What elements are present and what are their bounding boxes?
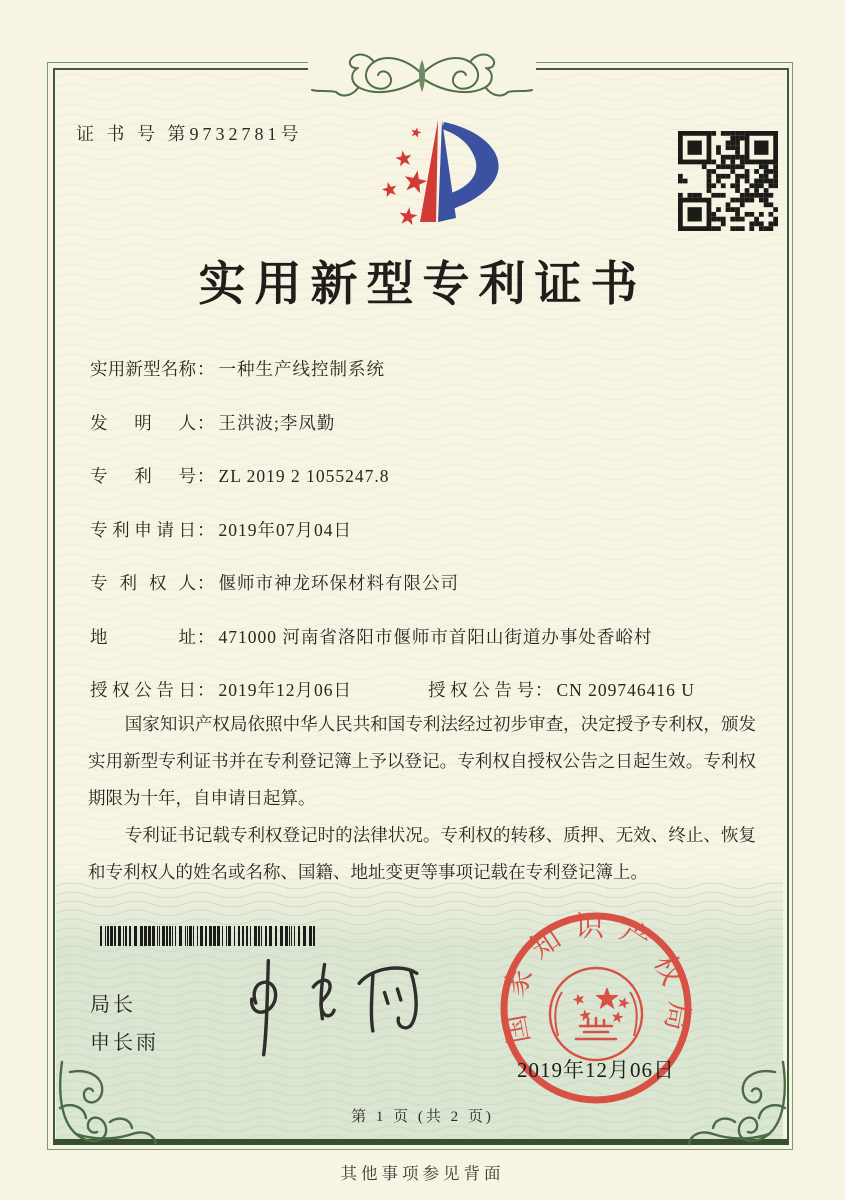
field-value: ZL 2019 2 1055247.8 <box>218 466 390 486</box>
field-row <box>90 356 755 381</box>
field-colon: ： <box>535 680 553 700</box>
field-value: 2019年12月06日 <box>218 680 352 700</box>
body-paragraph: 国家知识产权局依照中华人民共和国专利法经过初步审查，决定授予专利权，颁发实用新型专利证书并在专利登记簿上予以登记。专利权自授权公告之日起生效。专利权期限为十年，自申请日起算。 <box>88 714 756 808</box>
field-value: 471000 河南省洛阳市偃师市首阳山街道办事处香峪村 <box>218 627 653 647</box>
signature-name: 申长雨 <box>90 1032 159 1054</box>
field-label: 授权公告日 <box>90 680 196 700</box>
certificate-number: 证 书 号 第9732781号 <box>76 124 303 144</box>
field-colon: ： <box>197 573 215 593</box>
field-colon: ： <box>197 413 215 433</box>
field-row <box>90 410 755 435</box>
signature-script-icon <box>220 944 464 1070</box>
field-row <box>90 677 755 702</box>
field-row <box>90 570 755 595</box>
field-label: 授权公告号 <box>428 680 534 700</box>
field-value: CN 209746416 U <box>556 680 695 700</box>
field-colon: ： <box>197 627 215 647</box>
signature-title: 局长 <box>90 994 136 1016</box>
field-row <box>90 624 755 649</box>
field-colon: ： <box>197 466 215 486</box>
page-title: 实用新型专利证书 <box>198 259 647 311</box>
field-colon: ： <box>197 520 215 540</box>
field-label: 专利申请日 <box>90 520 196 540</box>
field-value: 2019年07月04日 <box>218 520 352 540</box>
field-value: 王洪波;李凤勤 <box>218 413 336 433</box>
body-paragraph: 专利证书记载专利权登记时的法律状况。专利权的转移、质押、无效、终止、恢复和专利权人的姓名或名称、国籍、地址变更等事项记载在专利登记簿上。 <box>88 825 756 882</box>
field-label: 实用新型名称 <box>90 359 196 379</box>
field-value: 偃师市神龙环保材料有限公司 <box>218 573 459 593</box>
national-emblem-icon <box>550 968 642 1060</box>
seal-date: 2019年12月06日 <box>517 1058 675 1082</box>
field-row <box>90 463 755 488</box>
field-row <box>90 517 755 542</box>
field-label: 专利权人 <box>90 573 196 593</box>
back-note: 其他事项参见背面 <box>340 1164 505 1183</box>
field-colon: ： <box>197 359 215 379</box>
cnipa-logo-icon <box>350 110 534 238</box>
barcode-icon <box>100 926 320 946</box>
page-number: 第 1 页 (共 2 页) <box>351 1109 494 1125</box>
field-value: 一种生产线控制系统 <box>218 359 385 379</box>
qr-code-icon <box>678 131 778 231</box>
field-label: 地址 <box>90 627 196 647</box>
field-colon: ： <box>197 680 215 700</box>
seal-ring-text: 国家知识产权局 <box>496 910 696 1047</box>
field-label: 专利号 <box>90 466 196 486</box>
field-label: 发明人 <box>90 413 196 433</box>
legal-text <box>88 706 756 891</box>
